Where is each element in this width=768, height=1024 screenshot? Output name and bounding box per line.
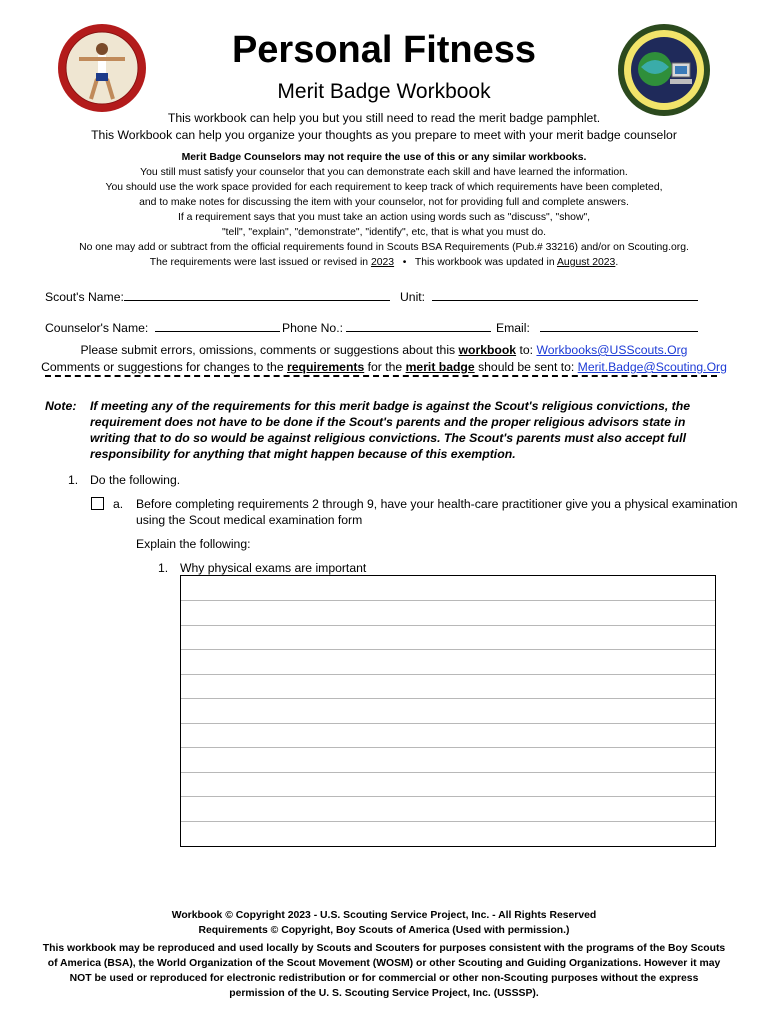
revision-line	[0, 255, 768, 270]
scout-name-field[interactable]	[124, 287, 390, 301]
notice-line: You still must satisfy your counselor that you can demonstrate each skill and have learned the information.	[140, 167, 628, 178]
usage-line: NOT be used or reproduced for electronic redistribution or for commercial or other non-Scouting purposes without the express	[69, 973, 699, 984]
contact-text: to:	[519, 343, 534, 357]
ruled-line	[181, 649, 715, 650]
ruled-line	[181, 747, 715, 748]
requirement-1a-checkbox[interactable]	[91, 497, 104, 510]
unit-label: Unit:	[400, 290, 426, 304]
counselor-name-label: Counselor's Name:	[45, 321, 149, 335]
ruled-line	[181, 698, 715, 699]
period: .	[615, 257, 619, 268]
email-label: Email:	[496, 321, 530, 335]
counselor-name-field[interactable]	[155, 318, 280, 332]
scout-name-row	[45, 287, 390, 305]
revision-prefix: The requirements were last issued or revised in	[149, 257, 369, 268]
usage-line: This workbook may be reproduced and used locally by Scouts and Scouters for purposes consistent with the programs of the Boy Scouts	[42, 943, 726, 954]
note-text: If meeting any of the requirements for this merit badge is against the Scout's religious convictions, the requirement does not have to be done if the Scout's parents and the proper religious advisors state in writing that to do so would be against religious convictions. The Scout's parents must also accept full responsibility for anything that might happen because of this exemption.	[90, 399, 691, 461]
workbooks-email-link[interactable]: Workbooks@USScouts.Org	[536, 343, 688, 357]
answer-box[interactable]	[180, 575, 716, 847]
religious-exemption-note	[45, 398, 725, 462]
contact-text: for the	[367, 360, 403, 374]
contact-bold: requirements	[287, 360, 365, 374]
updated-date: August 2023	[556, 257, 616, 268]
ruled-line	[181, 600, 715, 601]
bullet: •	[402, 257, 407, 268]
sub-requirement-text: Why physical exams are important	[180, 561, 367, 575]
dashed-divider	[45, 375, 717, 377]
page-title: Personal Fitness	[231, 29, 537, 71]
contact-line-1	[0, 342, 768, 358]
ruled-line	[181, 796, 715, 797]
requirement-1a-text: Before completing requirements 2 through 9, have your health-care practitioner give you a physical examination	[136, 497, 738, 511]
phone-label: Phone No.:	[282, 321, 343, 335]
contact-text: Please submit errors, omissions, comments or suggestions about this	[80, 343, 456, 357]
explain-heading: Explain the following:	[136, 537, 251, 551]
ruled-line	[181, 723, 715, 724]
page-subtitle: Merit Badge Workbook	[277, 80, 491, 103]
email-row	[496, 318, 698, 336]
unit-row	[400, 287, 698, 305]
ruled-line	[181, 674, 715, 675]
ruled-line	[181, 772, 715, 773]
notice-line: "tell", "explain", "demonstrate", "identify", etc, that is what you must do.	[221, 227, 547, 238]
revision-year: 2023	[370, 257, 395, 268]
requirement-text: Do the following.	[90, 473, 181, 487]
intro-line-2: This Workbook can help you organize your thoughts as you prepare to meet with your merit badge counselor	[91, 128, 677, 142]
sub-requirement-number: 1.	[158, 561, 169, 575]
contact-bold: merit badge	[405, 360, 475, 374]
copyright-line: Workbook © Copyright 2023 - U.S. Scouting Service Project, Inc. - All Rights Reserved	[171, 910, 597, 921]
intro-line-1: This workbook can help you but you still need to read the merit badge pamphlet.	[167, 111, 601, 125]
ruled-line	[181, 625, 715, 626]
requirement-1a-text: using the Scout medical examination form	[136, 513, 363, 527]
unit-field[interactable]	[432, 287, 698, 301]
notice-line: If a requirement says that you must take an action using words such as "discuss", "show",	[177, 212, 591, 223]
updated-prefix: This workbook was updated in	[414, 257, 555, 268]
email-field[interactable]	[540, 318, 698, 332]
contact-line-2	[0, 359, 768, 375]
copyright-line: Requirements © Copyright, Boy Scouts of America (Used with permission.)	[198, 925, 570, 936]
requirement-letter: a.	[113, 497, 124, 511]
ruled-line	[181, 821, 715, 822]
usage-line: permission of the U. S. Scouting Service Project, Inc. (USSSP).	[229, 988, 539, 999]
requirement-number: 1.	[68, 473, 79, 487]
merit-badge-email-link[interactable]: Merit.Badge@Scouting.Org	[577, 360, 727, 374]
notice-line: You should use the work space provided for each requirement to keep track of which requirements have been completed,	[105, 182, 663, 193]
notice-line: No one may add or subtract from the official requirements found in Scouts BSA Requirements (Pub.# 33216) and/or on Scouting.org.	[79, 242, 689, 253]
phone-row	[282, 318, 491, 336]
note-label: Note:	[45, 399, 77, 413]
usage-line: of America (BSA), the World Organization of the Scout Movement (WOSM) or other Scouting and Guiding Organizations. However it may	[47, 958, 721, 969]
phone-field[interactable]	[346, 318, 491, 332]
contact-text: should be sent to:	[478, 360, 575, 374]
contact-bold: workbook	[458, 343, 517, 357]
counselor-name-row	[45, 318, 280, 336]
notice-line: and to make notes for discussing the item with your counselor, not for providing full and complete answers.	[139, 197, 629, 208]
counselor-notice-bold: Merit Badge Counselors may not require the use of this or any similar workbooks.	[181, 152, 587, 163]
contact-text: Comments or suggestions for changes to the	[41, 360, 284, 374]
scout-name-label: Scout's Name:	[45, 290, 124, 304]
